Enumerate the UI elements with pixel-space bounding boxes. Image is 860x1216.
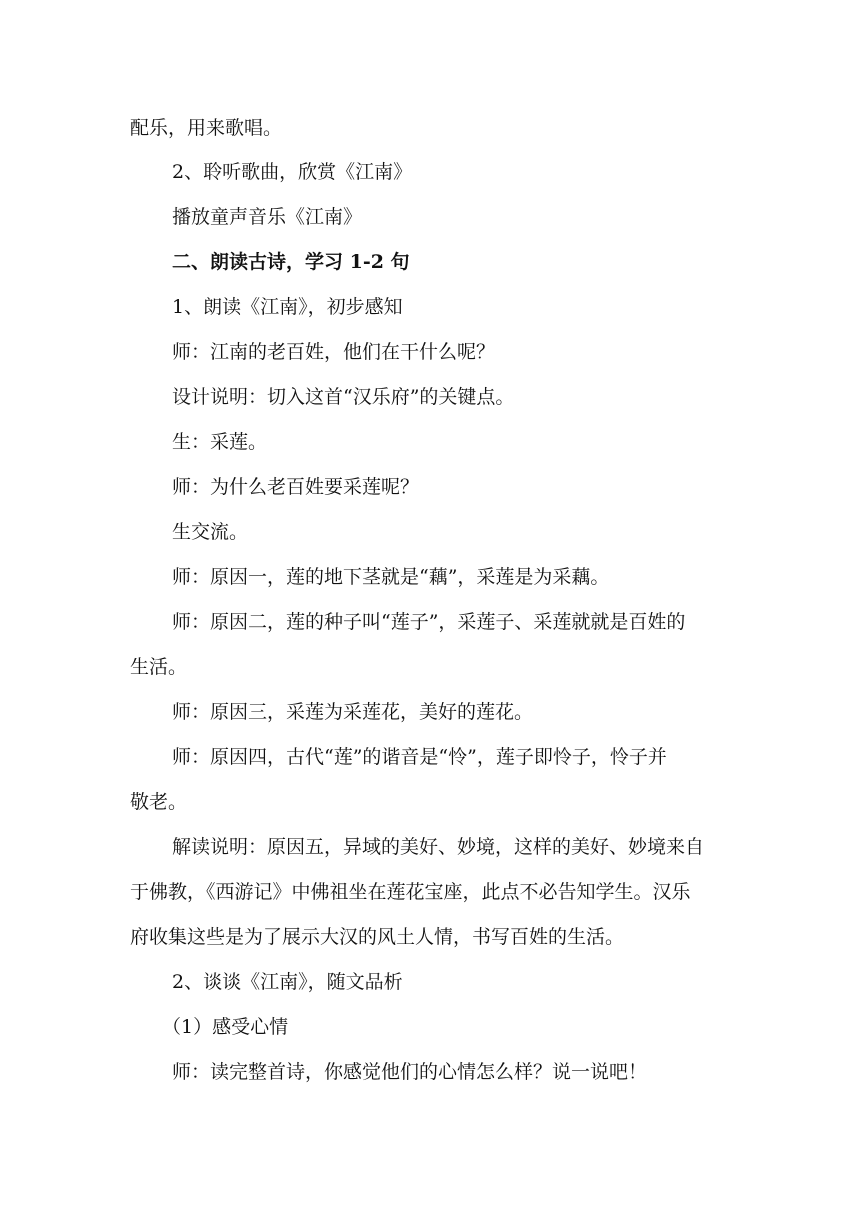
- paragraph-line: 生交流。: [172, 521, 249, 543]
- paragraph-line: 府收集这些是为了展示大汉的风土人情，书写百姓的生活。: [130, 926, 625, 948]
- paragraph-line: 2、聆听歌曲，欣赏《江南》: [172, 161, 413, 183]
- paragraph-line: 师：原因二，莲的种子叫“莲子”，采莲子、采莲就就是百姓的: [172, 611, 686, 633]
- paragraph-line: 师：江南的老百姓，他们在干什么呢？: [172, 341, 496, 363]
- paragraph-line: 解读说明：原因五，异域的美好、妙境，这样的美好、妙境来自: [172, 836, 705, 858]
- paragraph-line: 生：采莲。: [172, 431, 268, 453]
- paragraph-line: 师：原因一，莲的地下茎就是“藕”，采莲是为采藕。: [172, 566, 610, 588]
- paragraph-line: 师：原因三，采莲为采莲花，美好的莲花。: [172, 701, 534, 723]
- paragraph-line: 师：为什么老百姓要采莲呢？: [172, 476, 420, 498]
- paragraph-line: 2、谈谈《江南》，随文品析: [172, 971, 403, 993]
- paragraph-line: 敬老。: [130, 791, 188, 813]
- paragraph-line: 生活。: [130, 656, 188, 678]
- paragraph-line: 于佛教，《西游记》中佛祖坐在莲花宝座，此点不必告知学生。汉乐: [130, 881, 691, 903]
- paragraph-line: 师：原因四，古代“莲”的谐音是“怜”，莲子即怜子，怜子并: [172, 746, 667, 768]
- subheading-line: （1）感受心情: [162, 1016, 289, 1038]
- section-heading: 二、朗读古诗，学习 1-2 句: [172, 251, 410, 273]
- paragraph-line: 师：读完整首诗，你感觉他们的心情怎么样？说一说吧！: [172, 1061, 648, 1083]
- paragraph-line: 1、朗读《江南》，初步感知: [172, 296, 403, 318]
- paragraph-line: 配乐，用来歌唱。: [130, 117, 283, 139]
- paragraph-line: 播放童声音乐《江南》: [172, 206, 363, 228]
- paragraph-line: 设计说明：切入这首“汉乐府”的关键点。: [172, 386, 515, 408]
